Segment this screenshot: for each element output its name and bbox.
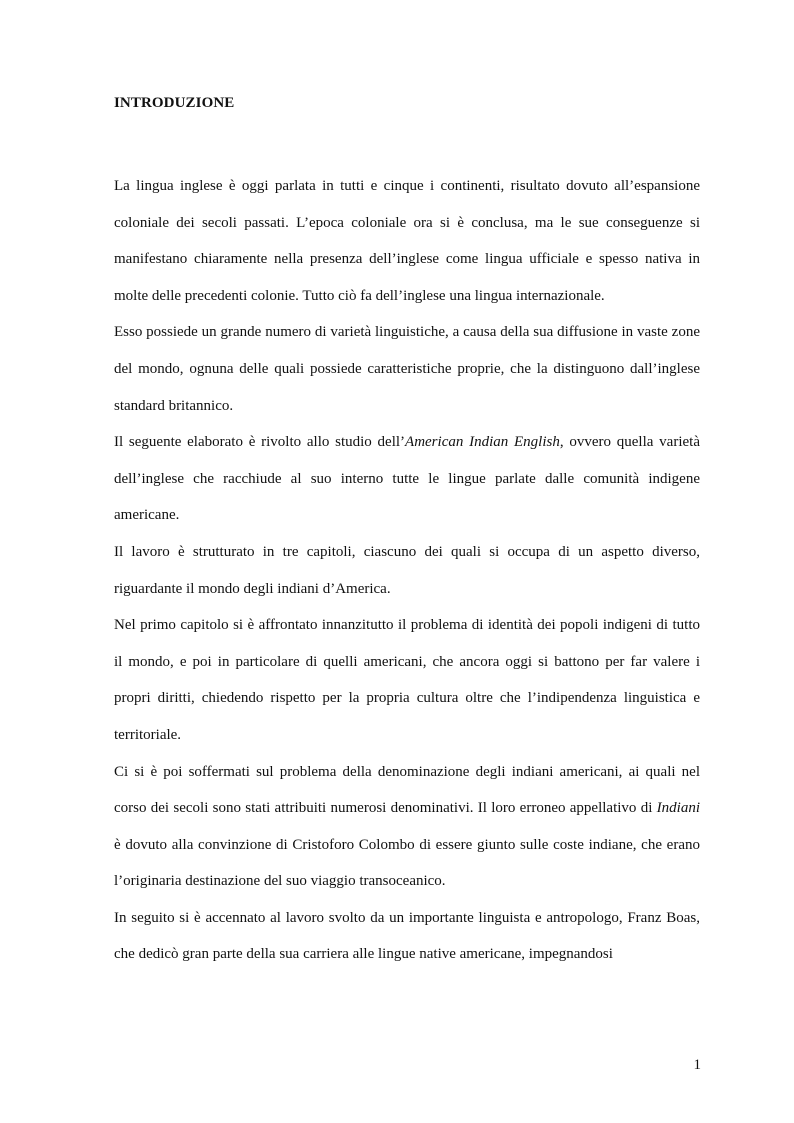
paragraph-3-text-start: Il seguente elaborato è rivolto allo studio dell’ xyxy=(114,434,406,451)
paragraph-6-text-end: è dovuto alla convinzione di Cristoforo Colombo di essere giunto sulle coste indiane, che erano l’originaria destinazione del suo viaggio transoceanico. xyxy=(114,836,700,890)
body-text xyxy=(114,168,700,973)
italic-term-american-indian-english: American Indian English xyxy=(405,434,560,451)
paragraph-3-text-end: , ovvero quella varietà dell’inglese che racchiude al suo interno tutte le lingue parlate dalle comunità indigene americane. xyxy=(114,434,700,524)
paragraph-6-text-start: Ci si è poi soffermati sul problema della denominazione degli indiani americani, ai quali nel corso dei secoli sono stati attribuiti numerosi denominativi. Il loro erroneo appellativo di xyxy=(114,763,700,817)
paragraph-5: Nel primo capitolo si è affrontato innanzitutto il problema di identità dei popoli indigeni di tutto il mondo, e poi in particolare di quelli americani, che ancora oggi si battono per far valere i propri diritti, chiedendo rispetto per la propria cultura oltre che l’indipendenza linguistica e territoriale. xyxy=(114,617,700,743)
paragraph-4: Il lavoro è strutturato in tre capitoli, ciascuno dei quali si occupa di un aspetto diverso, riguardante il mondo degli indiani d’America. xyxy=(114,543,700,597)
page-title: INTRODUZIONE xyxy=(114,95,235,111)
paragraph-6 xyxy=(114,754,700,900)
paragraph-1: La lingua inglese è oggi parlata in tutti e cinque i continenti, risultato dovuto all’espansione coloniale dei secoli passati. L’epoca coloniale ora si è conclusa, ma le sue conseguenze si manifestano chiaramente nella presenza dell’inglese come lingua ufficiale e spesso nativa in molte delle precedenti colonie. Tutto ciò fa dell’inglese una lingua internazionale. xyxy=(114,178,700,304)
paragraph-3 xyxy=(114,424,700,534)
paragraph-2: Esso possiede un grande numero di varietà linguistiche, a causa della sua diffusione in vaste zone del mondo, ognuna delle quali possiede caratteristiche proprie, che la distinguono dall’inglese standard britannico. xyxy=(114,324,700,414)
page-number: 1 xyxy=(693,1057,701,1073)
italic-term-indiani: Indiani xyxy=(656,800,700,817)
paragraph-7: In seguito si è accennato al lavoro svolto da un importante linguista e antropologo, Franz Boas, che dedicò gran parte della sua carriera alle lingue native americane, impegnandosi xyxy=(114,909,700,963)
